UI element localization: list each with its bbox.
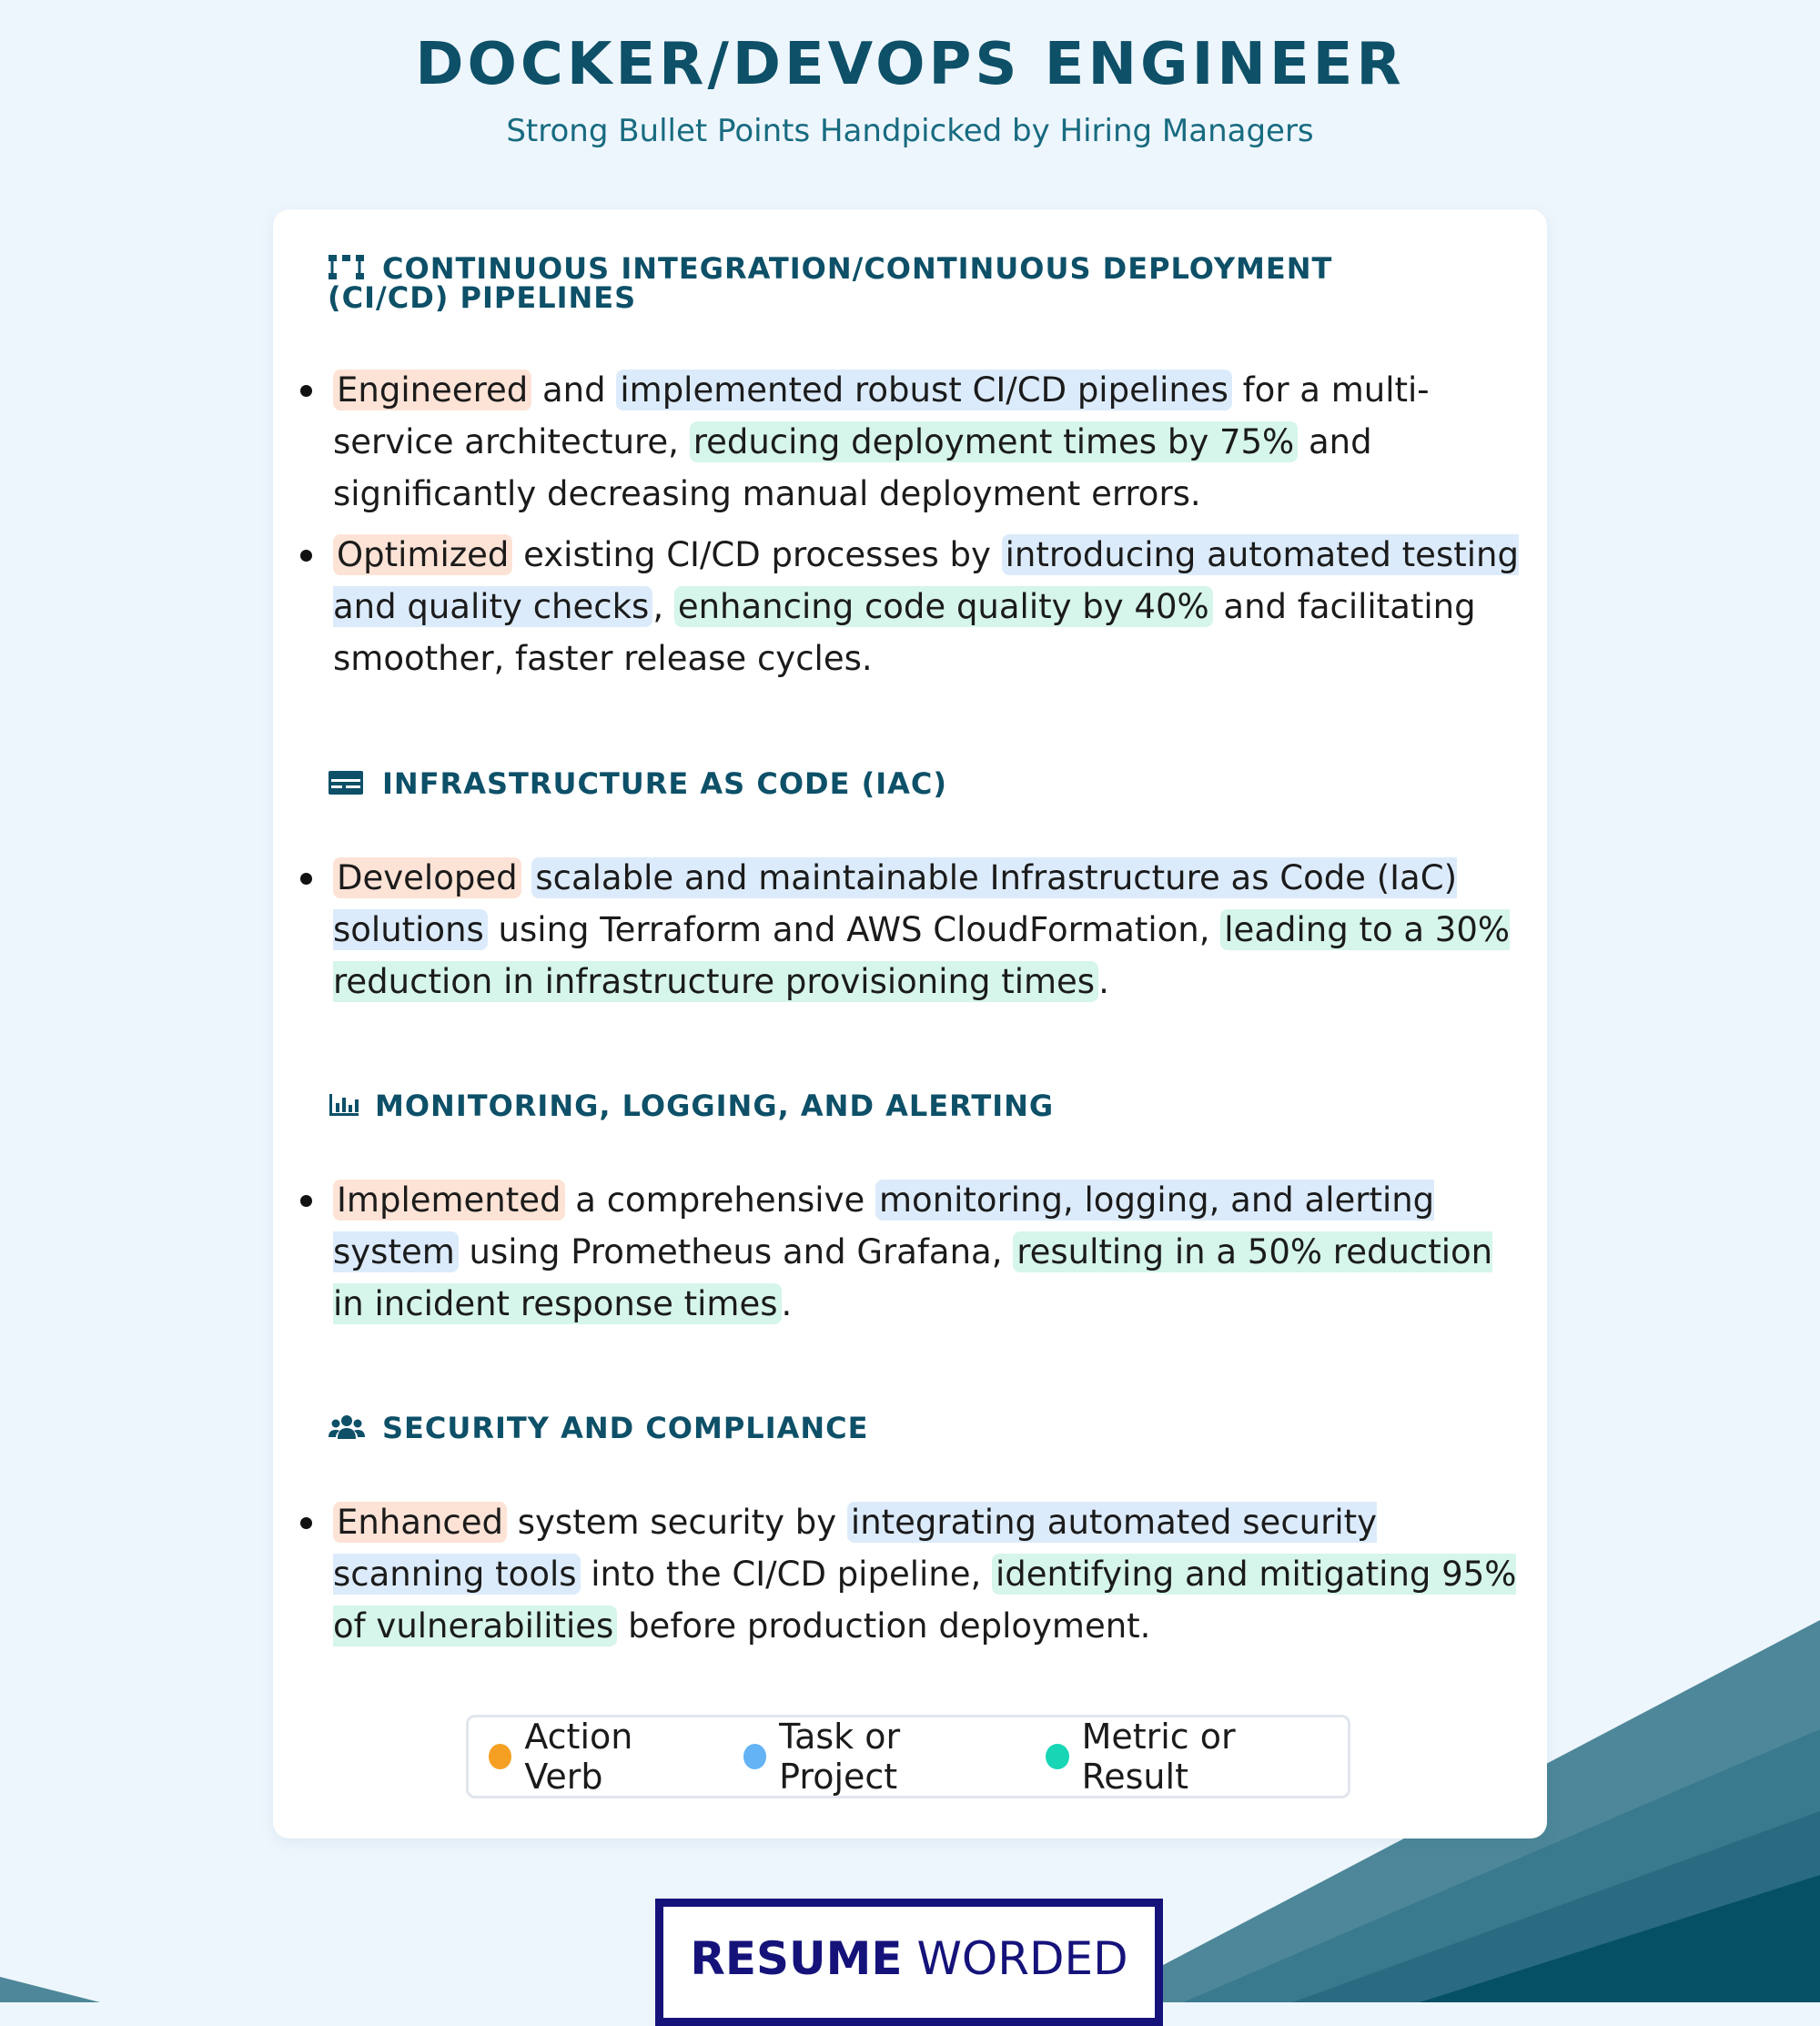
section-heading-label: INFRASTRUCTURE AS CODE (IAC)	[382, 766, 947, 801]
users-icon	[328, 1413, 366, 1442]
bullet-item	[273, 529, 1520, 684]
bullet-text: .	[1098, 962, 1109, 1001]
bullet-text: .	[781, 1284, 793, 1323]
section-heading-security	[328, 1413, 1438, 1443]
bullet-item	[273, 1174, 1520, 1330]
section-heading-monitoring	[328, 1089, 1438, 1123]
bullet-item	[273, 852, 1520, 1008]
logo-bold-text: RESUME	[690, 1932, 903, 1985]
bullet-text: using Prometheus and Grafana,	[458, 1232, 1014, 1271]
task-highlight: implemented robust CI/CD pipelines	[616, 370, 1232, 410]
page-subtitle: Strong Bullet Points Handpicked by Hiring Managers	[506, 113, 1314, 149]
blue-dot-icon	[743, 1744, 766, 1769]
action-verb-highlight: Optimized	[333, 534, 512, 575]
task-highlight: introducing automated testing and quality checks	[333, 535, 1519, 626]
bullet-text: before production deployment.	[617, 1606, 1151, 1646]
pipeline-icon	[328, 253, 366, 282]
bullet-text: a comprehensive	[564, 1180, 876, 1220]
bullet-text: existing CI/CD processes by	[512, 535, 1002, 574]
page-title: DOCKER/DEVOPS ENGINEER	[415, 31, 1405, 98]
action-verb-highlight: Engineered	[333, 370, 531, 410]
bullet-list	[273, 364, 1520, 694]
metric-highlight: enhancing code quality by 40%	[674, 586, 1213, 627]
metric-highlight: leading to a 30% reduction in infrastructure provisioning times	[333, 910, 1511, 1001]
bullet-points-card	[273, 209, 1547, 1839]
orange-dot-icon	[489, 1744, 511, 1769]
legend-item-task-or-project	[743, 1717, 1006, 1797]
bullet-item	[273, 364, 1520, 520]
section-heading-label: MONITORING, LOGGING, AND ALERTING	[375, 1089, 1055, 1123]
metric-highlight: resulting in a 50% reduction in incident response times	[333, 1232, 1493, 1323]
bullet-list	[273, 852, 1520, 1017]
bullet-text: and facilitating smoother, faster release cycles.	[333, 587, 1476, 678]
task-highlight: monitoring, logging, and alerting system	[333, 1180, 1435, 1271]
section-heading-iac	[328, 766, 1438, 801]
metric-highlight: reducing deployment times by 75%	[690, 421, 1299, 462]
bullet-text: using Terraform and AWS CloudFormation,	[487, 910, 1221, 949]
section-heading-label: SECURITY AND COMPLIANCE	[382, 1411, 869, 1445]
bar-chart-icon	[328, 1090, 360, 1119]
bullet-text: ,	[652, 587, 674, 626]
bullet-text: and	[531, 370, 617, 410]
section-heading-label: CONTINUOUS INTEGRATION/CONTINUOUS DEPLOYMENT (CI/CD) PIPELINES	[328, 251, 1333, 315]
resume-worded-logo	[655, 1899, 1163, 2026]
server-icon	[328, 768, 366, 797]
teal-dot-icon	[1046, 1744, 1068, 1769]
bullet-text	[521, 858, 532, 897]
legend-label: Metric or Result	[1081, 1717, 1236, 1797]
logo-light-text: WORDED	[916, 1932, 1128, 1985]
task-highlight: scalable and maintainable Infrastructure as Code (IaC) solutions	[333, 858, 1458, 949]
bullet-text: for a multi-service architecture,	[333, 370, 1430, 461]
bullet-list	[273, 1174, 1520, 1339]
legend-item-metric-or-result	[1046, 1717, 1328, 1797]
bullet-list	[273, 1496, 1520, 1661]
action-verb-highlight: Developed	[333, 857, 521, 898]
highlight-legend	[466, 1715, 1350, 1798]
action-verb-highlight: Implemented	[333, 1180, 565, 1221]
legend-item-action-verb	[489, 1717, 703, 1797]
metric-highlight: identifying and mitigating 95% of vulnerabilities	[333, 1555, 1517, 1646]
section-heading-cicd	[328, 251, 1438, 315]
legend-label: Action Verb	[524, 1717, 633, 1797]
bullet-text: system security by	[507, 1503, 847, 1542]
task-highlight: integrating automated security scanning tools	[333, 1503, 1378, 1594]
bullet-item	[273, 1496, 1520, 1652]
legend-label: Task or Project	[779, 1717, 901, 1797]
bullet-text: and significantly decreasing manual deployment errors.	[333, 422, 1372, 513]
bullet-text: into the CI/CD pipeline,	[580, 1555, 993, 1594]
action-verb-highlight: Enhanced	[333, 1502, 507, 1543]
